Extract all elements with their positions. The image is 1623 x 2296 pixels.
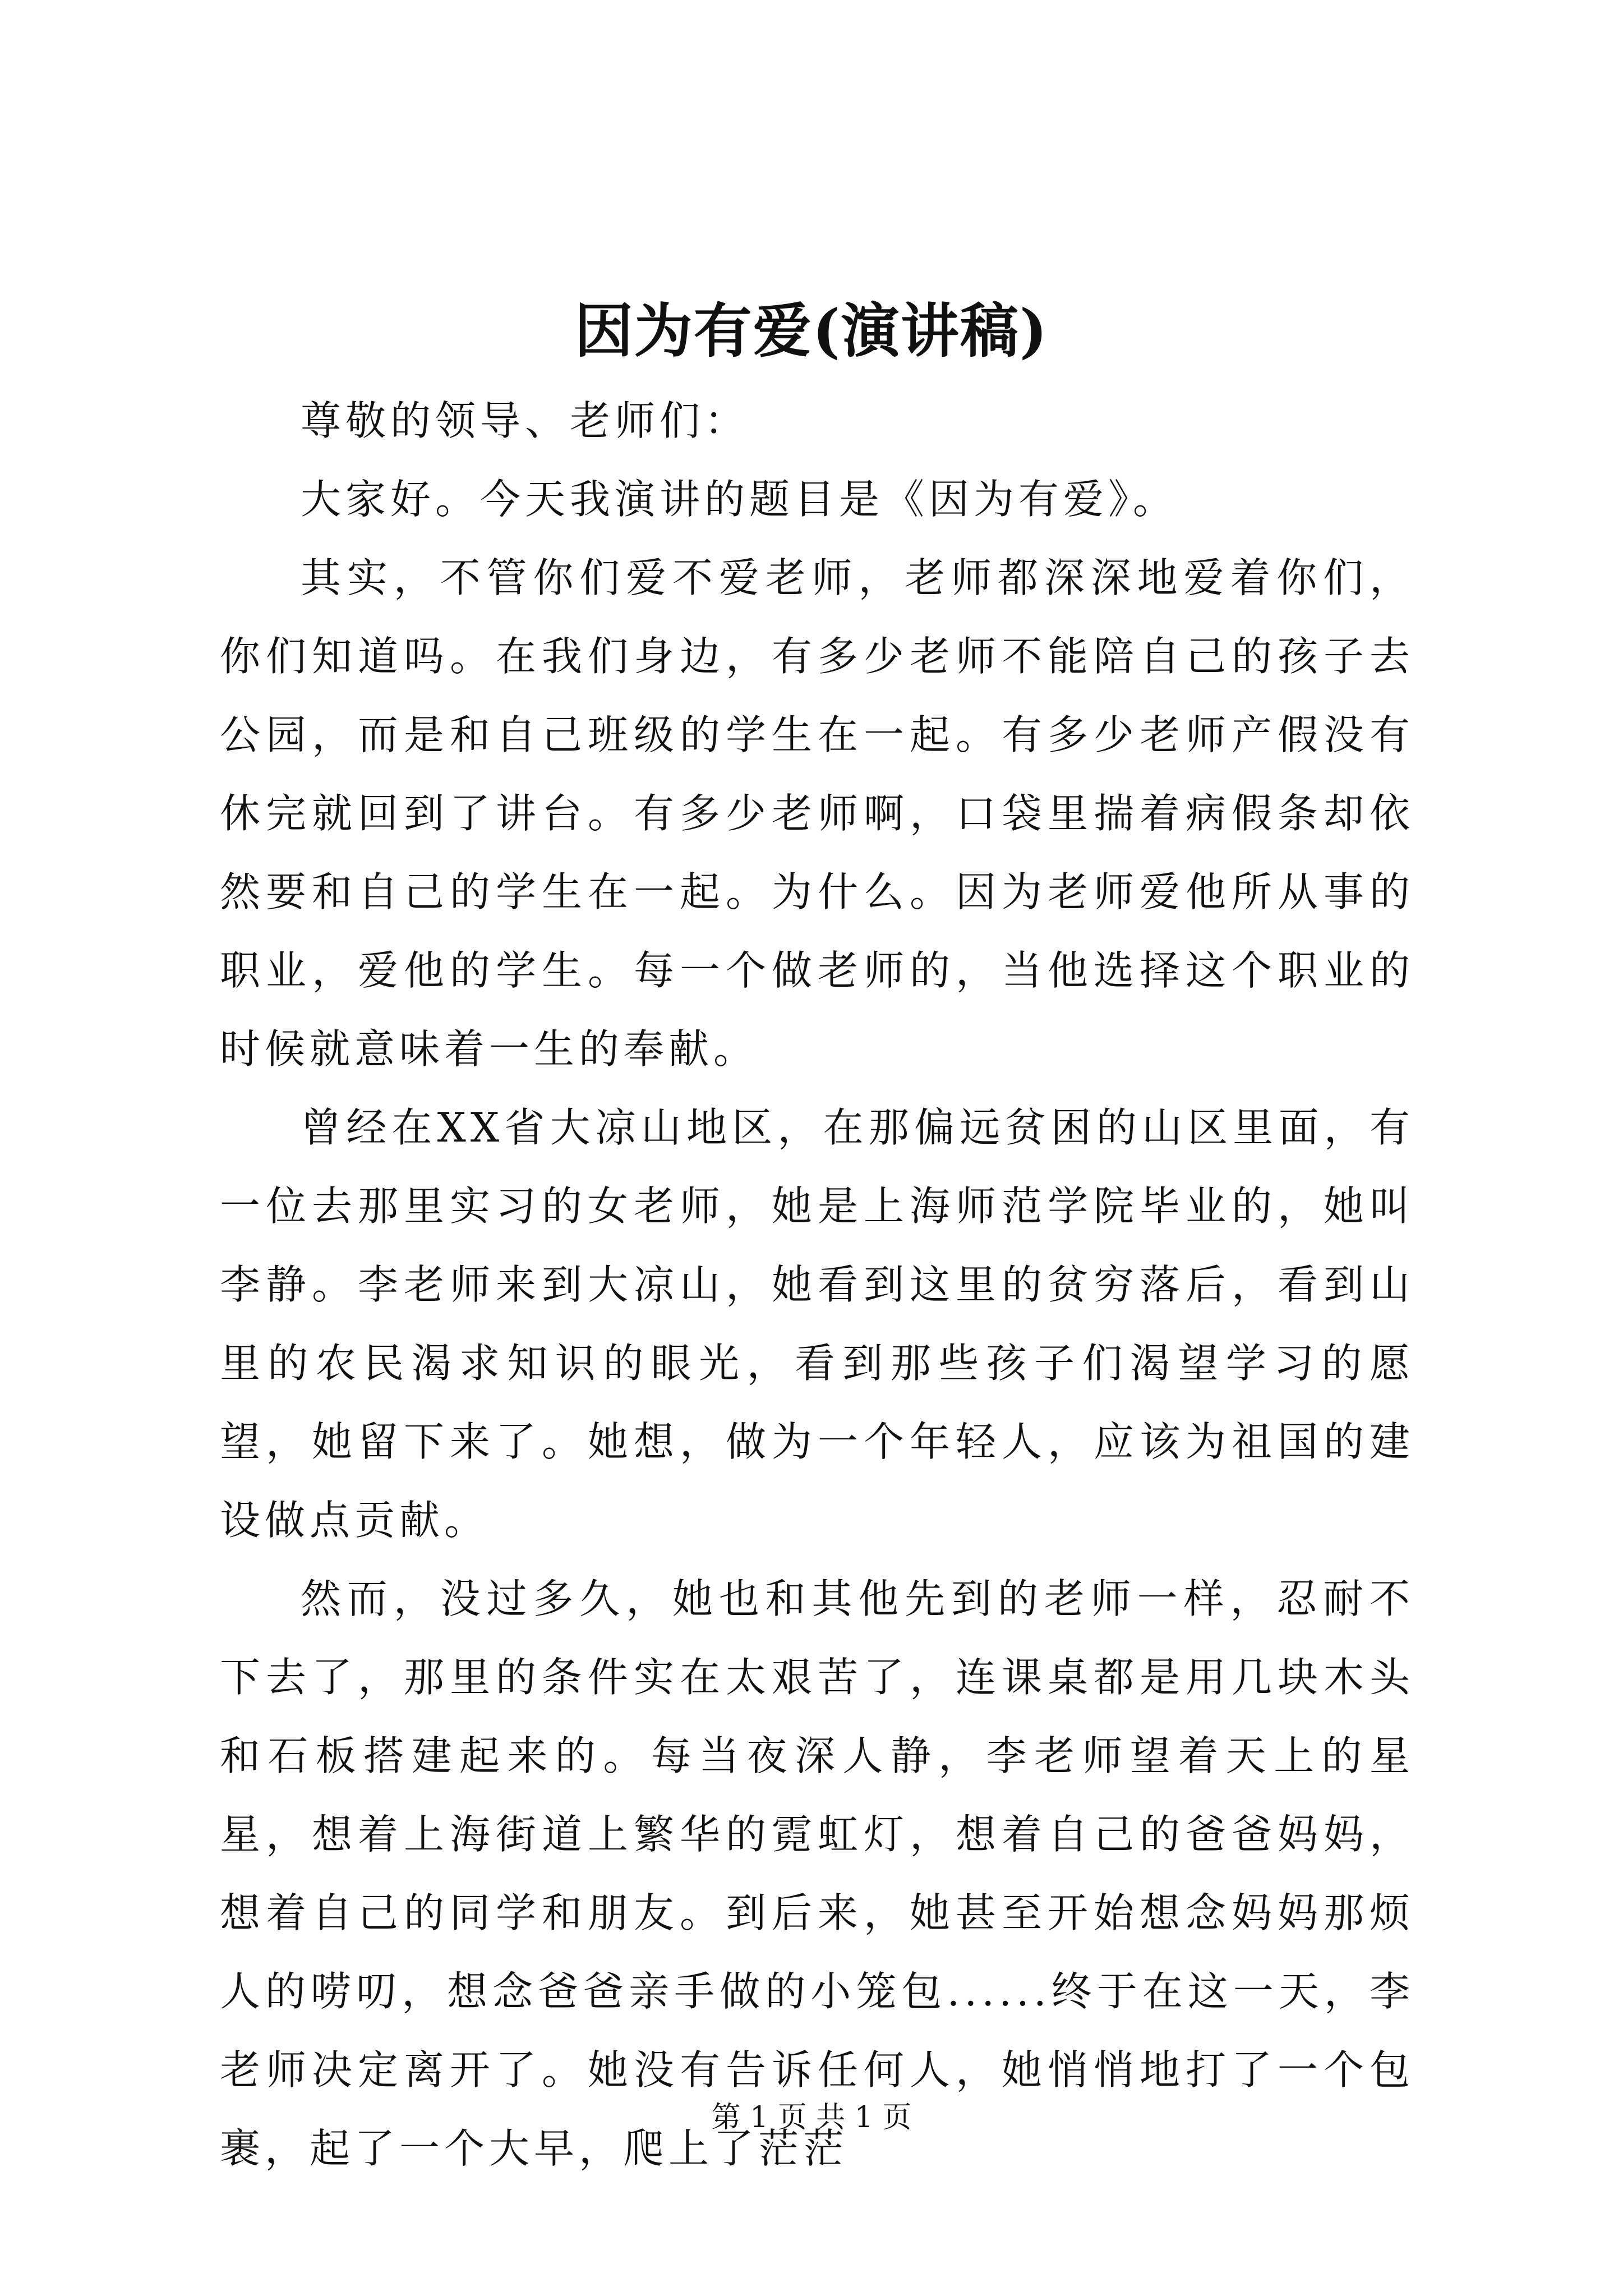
paragraph-intro: 大家好。今天我演讲的题目是《因为有爱》。 [301, 476, 1178, 523]
document-body [220, 381, 1414, 2188]
paragraph-teachers-love: 其实，不管你们爱不爱老师，老师都深深地爱着你们，你们知道吗。在我们身边，有多少老师不能陪自己的孩子去公园，而是和自己班级的学生在一起。有多少老师产假没有休完就回到了讲台。有多少老师啊，口袋里揣着病假条却依然要和自己的学生在一起。为什么。因为老师爱他所从事的职业，爱他的学生。每一个做老师的，当他选择这个职业的时候就意味着一生的奉献。 [220, 554, 1414, 1073]
paragraph-greeting: 尊敬的领导、老师们： [301, 397, 750, 444]
page-footer: 第 1 页 共 1 页 [711, 2101, 912, 2134]
document-title: 因为有爱(演讲稿) [574, 296, 1049, 365]
paragraph-hardship: 然而，没过多久，她也和其他先到的老师一样，忍耐不下去了，那里的条件实在太艰苦了，连课桌都是用几块木头和石板搭建起来的。每当夜深人静，李老师望着天上的星星，想着上海街道上繁华的霓虹灯，想着自己的爸爸妈妈，想着自己的同学和朋友。到后来，她甚至开始想念妈妈那烦人的唠叨，想念爸爸亲手做的小笼包......终于在这一天，李老师决定离开了。她没有告诉任何人，她悄悄地打了一个包裹，起了一个大早，爬上了茫茫 [220, 1575, 1414, 2172]
paragraph-liangshan-story: 曾经在XX省大凉山地区，在那偏远贫困的山区里面，有一位去那里实习的女老师，她是上海师范学院毕业的，她叫李静。李老师来到大凉山，她看到这里的贫穷落后，看到山里的农民渴求知识的眼光，看到那些孩子们渴望学习的愿望，她留下来了。她想，做为一个年轻人，应该为祖国的建设做点贡献。 [220, 1104, 1414, 1544]
